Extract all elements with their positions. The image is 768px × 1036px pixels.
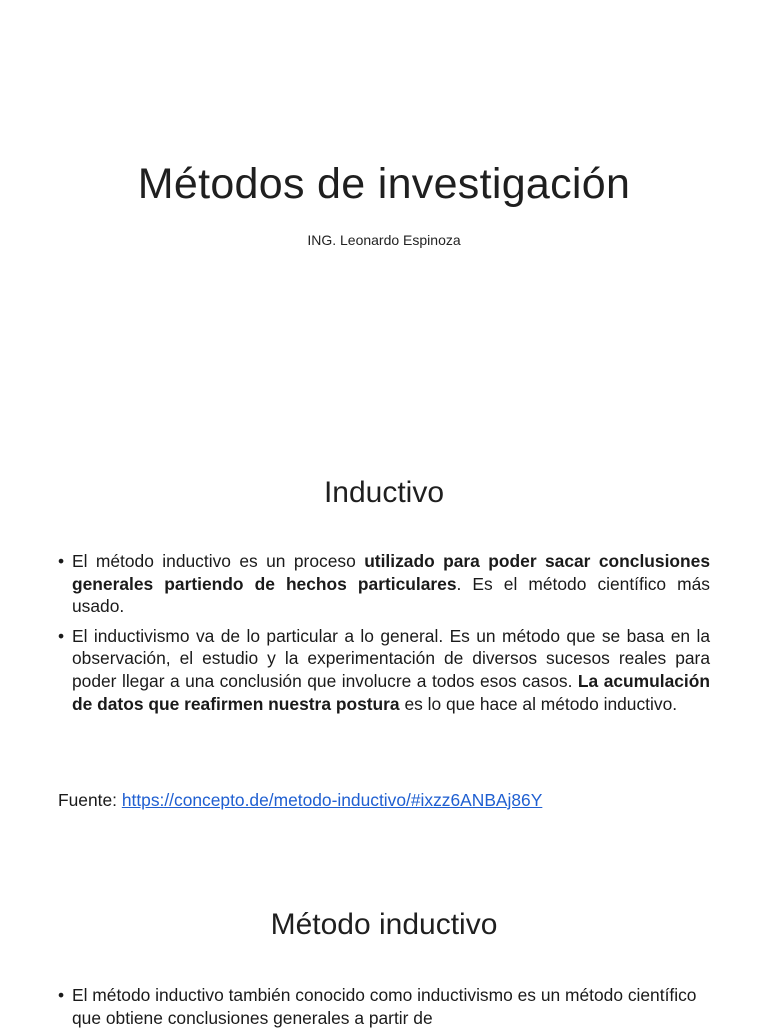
bullet-2-bold: La acumulación de datos que reafirmen nuestra postura [72, 670, 710, 714]
inductivo-bullet-2 [58, 625, 710, 715]
bullet-1-text-end: . Es el método científico más usado. [72, 573, 711, 617]
metodo-bullet-list [58, 984, 710, 1036]
metodo-bullet-1-text: El método inductivo también conocido como inductivismo es un método científico que obtiene conclusiones generales a partir de [72, 985, 697, 1028]
bullet-2-text-end: es lo que hace al método inductivo. [399, 693, 678, 714]
bullet-icon: • [58, 985, 65, 1005]
source-label: Fuente: [58, 790, 122, 810]
bullet-1-bold: utilizado para poder sacar conclusiones generales partiendo de hechos particulares [72, 551, 711, 594]
bullet-icon: • [58, 551, 65, 571]
source-citation [58, 790, 542, 811]
main-title: Métodos de investigación [137, 160, 631, 208]
metodo-inductivo-heading: Método inductivo [270, 908, 498, 941]
inductivo-bullet-1 [58, 550, 710, 618]
bullet-2-text: El inductivismo va de lo particular a lo general. Es un método que se basa en la observación, el estudio y la experimentación de diversos sucesos reales para poder llegar a una conclusión que involucre a todos esos casos. [72, 625, 710, 691]
author-subtitle: ING. Leonardo Espinoza [307, 232, 461, 248]
title-slide [0, 0, 768, 440]
bullet-icon: • [58, 625, 65, 646]
metodo-bullet-1 [58, 984, 710, 1029]
inductivo-heading: Inductivo [323, 476, 445, 509]
bullet-1-text: El método inductivo es un proceso [72, 551, 365, 571]
inductivo-bullet-list [58, 550, 710, 722]
source-link[interactable]: https://concepto.de/metodo-inductivo/#ixzz6ANBAj86Y [121, 790, 543, 810]
